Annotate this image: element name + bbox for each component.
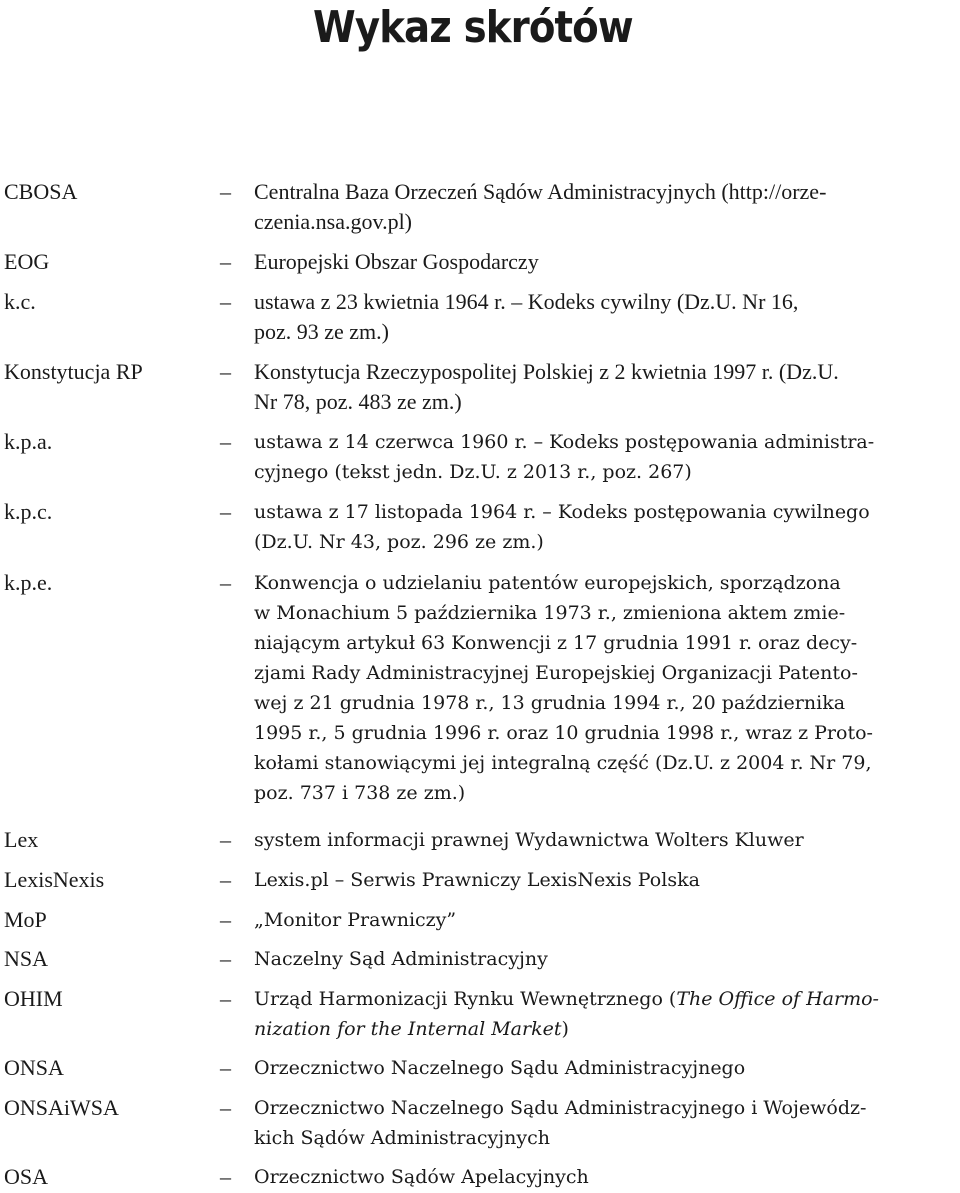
- dash: –: [220, 907, 231, 932]
- definition-line: ustawa z 23 kwietnia 1964 r. – Kodeks cywilny (Dz.U. Nr 16,: [254, 289, 799, 314]
- definition-line: Centralna Baza Orzeczeń Sądów Administracyjnych (http://orze-: [254, 179, 827, 204]
- definition-line: Konwencja o udzielaniu patentów europejskich, sporządzona: [254, 572, 841, 594]
- definition-line: ustawa z 14 czerwca 1960 r. – Kodeks postępowania administra-: [254, 431, 875, 453]
- definition-line: [254, 984, 954, 1014]
- abbreviation: MoP: [4, 907, 47, 932]
- definition-line: system informacji prawnej Wydawnictwa Wolters Kluwer: [254, 829, 804, 851]
- dash: –: [220, 1055, 231, 1080]
- dash: –: [220, 946, 231, 971]
- definition: [254, 427, 954, 487]
- abbreviation: CBOSA: [4, 179, 78, 204]
- definition-line: „Monitor Prawniczy”: [254, 909, 457, 931]
- dash: –: [220, 1164, 231, 1189]
- definition: [254, 865, 954, 895]
- abbreviation: k.p.e.: [4, 570, 53, 595]
- definition-line: Konstytucja Rzeczypospolitej Polskiej z 2 kwietnia 1997 r. (Dz.U.: [254, 359, 839, 384]
- definition: [254, 568, 954, 808]
- dash: –: [220, 499, 231, 524]
- dash: –: [220, 827, 231, 852]
- definition-line: wej z 21 grudnia 1978 r., 13 grudnia 1994 r., 20 października: [254, 692, 846, 714]
- abbreviation: k.c.: [4, 289, 36, 314]
- definition-italic-text: The Office of Harmo-: [676, 988, 879, 1010]
- dash: –: [220, 289, 231, 314]
- dash: –: [220, 359, 231, 384]
- definition-line: poz. 737 i 738 ze zm.): [254, 782, 466, 804]
- definition-line: kołami stanowiącymi jej integralną część (Dz.U. z 2004 r. Nr 79,: [254, 752, 872, 774]
- definition-italic-text: nization for the Internal Market: [254, 1018, 562, 1040]
- dash: –: [220, 867, 231, 892]
- definition-line: Orzecznictwo Naczelnego Sądu Administracyjnego: [254, 1057, 746, 1079]
- page-title: Wykaz skrótów: [313, 2, 633, 53]
- abbreviation: OSA: [4, 1164, 49, 1189]
- definition-line: cyjnego (tekst jedn. Dz.U. z 2013 r., poz. 267): [254, 461, 692, 483]
- abbreviation: k.p.c.: [4, 499, 53, 524]
- definition-text: Urząd Harmonizacji Rynku Wewnętrznego (: [254, 988, 677, 1010]
- definition: [254, 825, 954, 855]
- dash: –: [220, 986, 231, 1011]
- definition-line: Orzecznictwo Naczelnego Sądu Administracyjnego i Wojewódz-: [254, 1097, 867, 1119]
- definition: [254, 247, 954, 277]
- abbreviation: NSA: [4, 946, 49, 971]
- definition-line: Lexis.pl – Serwis Prawniczy LexisNexis Polska: [254, 869, 700, 891]
- definition-line: zjami Rady Administracyjnej Europejskiej Organizacji Patento-: [254, 662, 858, 684]
- definition-line: ustawa z 17 listopada 1964 r. – Kodeks postępowania cywilnego: [254, 501, 870, 523]
- dash: –: [220, 249, 231, 274]
- dash: –: [220, 570, 231, 595]
- definition-line: Orzecznictwo Sądów Apelacyjnych: [254, 1166, 589, 1188]
- definition-line: (Dz.U. Nr 43, poz. 296 ze zm.): [254, 531, 544, 553]
- definition: [254, 984, 954, 1044]
- abbreviation: OHIM: [4, 986, 63, 1011]
- definition-line: Naczelny Sąd Administracyjny: [254, 948, 548, 970]
- abbreviation: Konstytucja RP: [4, 359, 143, 384]
- definition: [254, 1053, 954, 1083]
- definition: [254, 497, 954, 557]
- definition: [254, 177, 954, 237]
- abbreviation: Lex: [4, 827, 39, 852]
- definition: [254, 287, 954, 347]
- dash: –: [220, 179, 231, 204]
- definition-line: kich Sądów Administracyjnych: [254, 1127, 550, 1149]
- abbreviation: LexisNexis: [4, 867, 105, 892]
- definition: [254, 905, 954, 935]
- definition: [254, 1162, 954, 1192]
- definition-line: [254, 1014, 954, 1044]
- abbreviation: EOG: [4, 249, 50, 274]
- definition: [254, 944, 954, 974]
- definition-line: w Monachium 5 października 1973 r., zmieniona aktem zmie-: [254, 602, 846, 624]
- definition: [254, 1093, 954, 1153]
- definition-line: poz. 93 ze zm.): [254, 319, 389, 344]
- abbreviation: k.p.a.: [4, 429, 53, 454]
- definition-line: Europejski Obszar Gospodarczy: [254, 249, 539, 274]
- abbreviation: ONSA: [4, 1055, 64, 1080]
- definition-text: ): [561, 1018, 569, 1040]
- definition-line: 1995 r., 5 grudnia 1996 r. oraz 10 grudnia 1998 r., wraz z Proto-: [254, 722, 873, 744]
- definition: [254, 357, 954, 417]
- dash: –: [220, 429, 231, 454]
- abbreviation: ONSAiWSA: [4, 1095, 119, 1120]
- definition-line: Nr 78, poz. 483 ze zm.): [254, 389, 462, 414]
- definition-line: czenia.nsa.gov.pl): [254, 209, 413, 234]
- definition-line: niającym artykuł 63 Konwencji z 17 grudnia 1991 r. oraz decy-: [254, 632, 858, 654]
- dash: –: [220, 1095, 231, 1120]
